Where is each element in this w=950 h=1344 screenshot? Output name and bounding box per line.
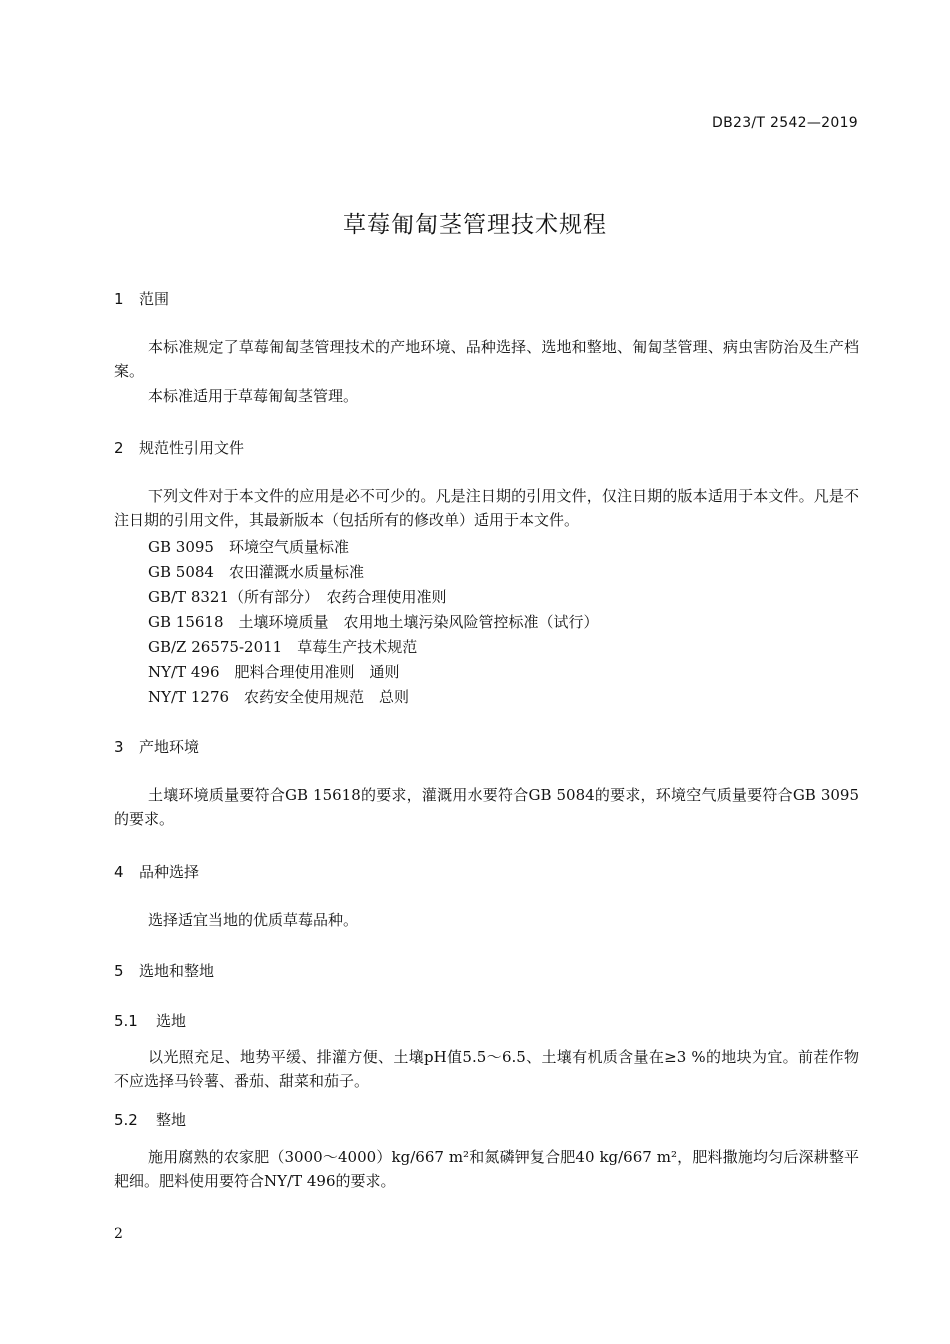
section-title: 范围: [139, 290, 170, 308]
section-title: 产地环境: [139, 738, 200, 756]
section-5-1-paragraph-1: 以光照充足、地势平缓、排灌方便、土壤pH值5.5～6.5、土壤有机质含量在≥3 %的地块为宜。前茬作物不应选择马铃薯、番茄、甜菜和茄子。: [114, 1048, 859, 1090]
section-number: 1: [114, 290, 124, 308]
section-1-heading: [114, 288, 169, 309]
reference-item: GB/T 8321（所有部分） 农药合理使用准则: [148, 588, 447, 606]
section-5-1-heading: [114, 1010, 186, 1031]
section-3-paragraph-1: 土壤环境质量要符合GB 15618的要求，灌溉用水要符合GB 5084的要求，环境空气质量要符合GB 3095的要求。: [114, 786, 859, 828]
section-4-paragraph-1: 选择适宜当地的优质草莓品种。: [148, 911, 359, 929]
section-number: 5: [114, 962, 124, 980]
reference-item: GB/Z 26575-2011 草莓生产技术规范: [148, 638, 418, 656]
section-5-heading: [114, 960, 214, 981]
reference-item: NY/T 496 肥料合理使用准则 通则: [148, 663, 400, 681]
section-number: 2: [114, 439, 124, 457]
section-1-paragraph-2: 本标准适用于草莓匍匐茎管理。: [148, 387, 359, 405]
section-title: 整地: [156, 1111, 187, 1129]
section-title: 规范性引用文件: [139, 439, 245, 457]
section-number: 5.1: [114, 1012, 138, 1030]
document-title: 草莓匍匐茎管理技术规程: [343, 212, 607, 238]
section-number: 4: [114, 863, 124, 881]
section-1-paragraph-1: 本标准规定了草莓匍匐茎管理技术的产地环境、品种选择、选地和整地、匍匐茎管理、病虫害防治及生产档案。: [114, 338, 859, 380]
reference-item: GB 3095 环境空气质量标准: [148, 538, 349, 556]
section-number: 3: [114, 738, 124, 756]
section-number: 5.2: [114, 1111, 138, 1129]
section-2-heading: [114, 437, 244, 458]
section-4-heading: [114, 861, 199, 882]
section-2-paragraph-1: 下列文件对于本文件的应用是必不可少的。凡是注日期的引用文件，仅注日期的版本适用于本文件。凡是不注日期的引用文件，其最新版本（包括所有的修改单）适用于本文件。: [114, 487, 859, 529]
section-3-heading: [114, 736, 199, 757]
reference-item: GB 15618 土壤环境质量 农用地土壤污染风险管控标准（试行）: [148, 613, 599, 631]
reference-item: GB 5084 农田灌溉水质量标准: [148, 563, 364, 581]
section-title: 品种选择: [139, 863, 200, 881]
page-number: 2: [114, 1226, 123, 1242]
section-title: 选地和整地: [139, 962, 215, 980]
section-title: 选地: [156, 1012, 187, 1030]
reference-item: NY/T 1276 农药安全使用规范 总则: [148, 688, 410, 706]
section-5-2-heading: [114, 1109, 186, 1130]
section-5-2-paragraph-1: 施用腐熟的农家肥（3000～4000）kg/667 m²和氮磷钾复合肥40 kg/667 m²，肥料撒施均匀后深耕整平耙细。肥料使用要符合NY/T 496的要求。: [114, 1148, 859, 1190]
document-code: DB23/T 2542—2019: [712, 115, 858, 131]
